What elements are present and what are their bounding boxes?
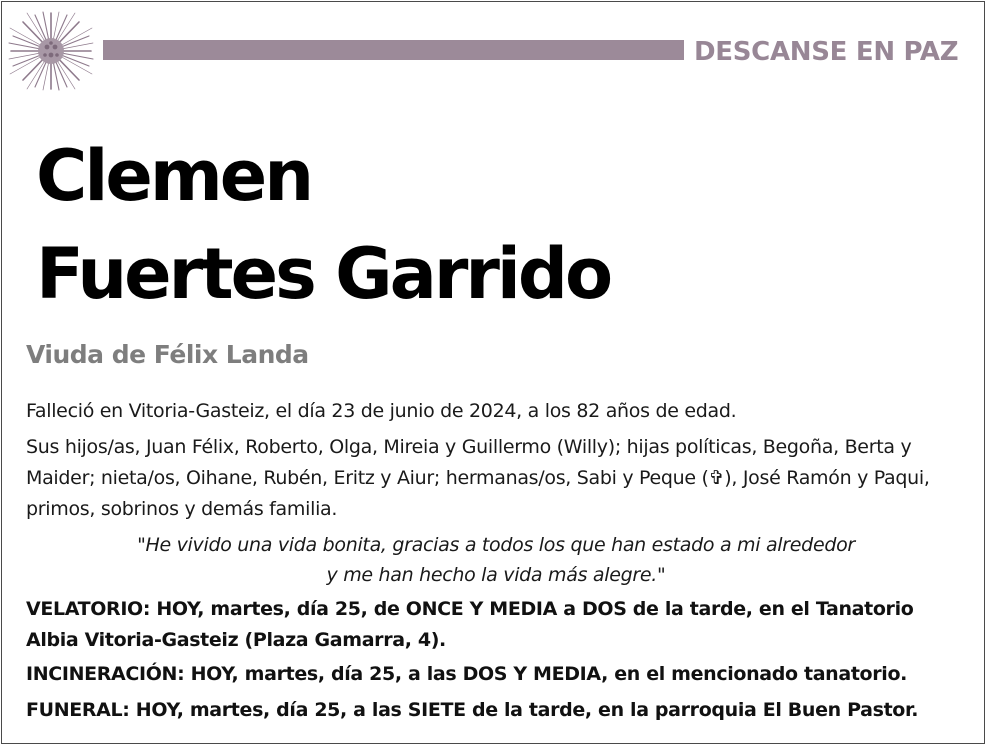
velatorio-text: VELATORIO: HOY, martes, día 25, de ONCE Y MEDIA a DOS de la tarde, en el Tanatorio Albia Vitoria-Gasteiz (Plaza Gamarra, 4). xyxy=(26,598,914,651)
thistle-flower-icon xyxy=(7,10,95,92)
family-text: Sus hijos/as, Juan Félix, Roberto, Olga, Mireia y Guillermo (Willy); hijas políticas, Begoña, Berta y Maider; nieta/os, Oihane, Rubén, Eritz y Aiur; hermanas/os, Sabi y Peque (✞), José Ramón y Paqui, primos, sobrinos y demás familia. xyxy=(26,436,930,520)
quote-line: y me han hecho la vida más alegre." xyxy=(326,564,666,586)
funeral-text: FUNERAL: HOY, martes, día 25, a las SIETE de la tarde, en la parroquia El Buen Pastor. xyxy=(26,699,919,721)
obituary-frame xyxy=(1,1,985,744)
quote-block xyxy=(26,530,966,590)
deceased-surnames: Fuertes Garrido xyxy=(36,233,611,315)
death-notice-text: Falleció en Vitoria-Gasteiz, el día 23 de junio de 2024, a los 82 años de edad. xyxy=(26,400,737,422)
quote-line: "He vivido una vida bonita, gracias a todos los que han estado a mi alrededor xyxy=(137,534,855,556)
deceased-first-name: Clemen xyxy=(36,135,312,217)
header-label: DESCANSE EN PAZ xyxy=(694,37,959,67)
incineracion-text: INCINERACIÓN: HOY, martes, día 25, a las DOS Y MEDIA, en el mencionado tanatorio. xyxy=(26,663,908,685)
header-decorative-bar xyxy=(103,40,684,60)
relationship-subtitle: Viuda de Félix Landa xyxy=(26,340,309,369)
